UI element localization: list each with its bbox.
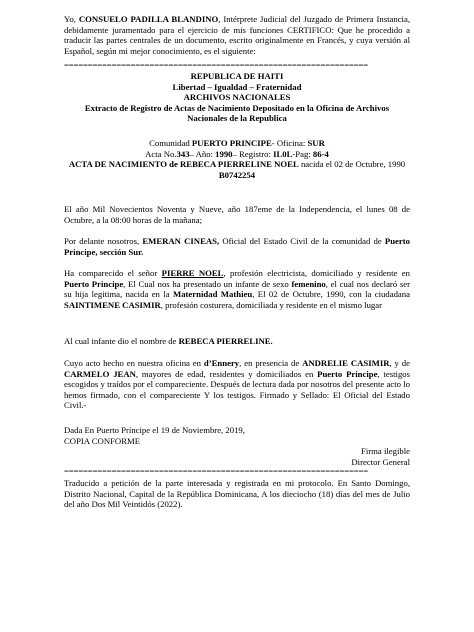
- motto: Libertad – Igualdad – Fraternidad: [172, 81, 302, 92]
- birth-date: nacida el 02 de Octubre, 1990: [298, 159, 406, 170]
- separator-line: ================================================================: [64, 60, 368, 70]
- copy-conforme: COPIA CONFORME: [64, 436, 141, 446]
- child-name: REBECA PIERRELINE.: [178, 336, 273, 346]
- extract-title: Extracto de Registro de Actas de Nacimiento Depositado en la Oficina de Archivos Nacionales de la Republica: [84, 102, 390, 124]
- witness-2: CARMELO JEAN: [64, 368, 136, 379]
- registry: IL0L: [273, 148, 293, 159]
- intro-text-2: , Intérprete Judicial del Juzgado de Primera Instancia, debidamente juramentado para el ejercicio de mis funciones CERTIFICO: Que he procedido a traducir las partes centrales de un documento, escrito originalmente en Francés, y cuya versión al Español, según mi mejor conocimiento, es el siguiente:: [64, 14, 410, 56]
- father-name: PIERRE NOEL: [161, 268, 224, 278]
- closing-statement: Traducido a petición de la parte interesada y registrada en mi protocolo. En Santo Domingo, Distrito Nacional, Capital de la República Dominicana, A los dieciocho (18) días del mes de Julio del año Dos Mil Veintidós (2022).: [64, 478, 410, 510]
- mother-name: SAINTIMENE CASIMIR: [64, 299, 161, 310]
- separator-line-2: ================================================================: [64, 466, 368, 476]
- translator-intro: [64, 14, 410, 56]
- commune: PUERTO PRINCIPE: [191, 138, 272, 148]
- paragraph-3: Ha comparecido el señor PIERRE NOEL, profesión electricista, domiciliado y residente en Puerto Principe, El Cual nos ha presentado un infante de sexo femenino, el cual nos declaró ser su hija legitima, nacida en la Maternidad Mathieu, El 02 de Octubre, 1990, con la ciudadana SAINTIMENE CASIMIR, profesión costurera, domiciliada y residente en el mismo lugar: [64, 268, 411, 310]
- signature-block: [64, 446, 410, 467]
- page-ref: 86-4: [312, 148, 329, 159]
- record-code: B0742254: [218, 169, 256, 180]
- intro-text: Yo,: [64, 14, 79, 24]
- act-number: 343: [176, 148, 190, 159]
- document-header: [64, 71, 410, 124]
- record-info: Comunidad PUERTO PRINCIPE- Oficina: SUR Acta No.343– Año: 1990– Registro: IL0L-Pag: 86-4 ACTA DE NACIMIENTO de REBECA PIERRELINE NOEL nacida el 02 de Octubre, 1990 B0742254: [68, 138, 406, 180]
- paragraph-5: Cuyo acto hecho en nuestra oficina en d’Ennery, en presencia de ANDRELIE CASIMIR, y de CARMELO JEAN, mayores de edad, residentes y domiciliados en Puerto Principe, testigos escogidos y traídos por el compareciente. Después de lectura dada por nosotros del presente acto lo hemos firmado, con el compareciente Y los testigos. Firmado y Sellado: El Oficial del Estado Civil.-: [64, 358, 411, 411]
- sex: femenino: [291, 278, 326, 289]
- officer-name: EMERAN CINEAS,: [142, 236, 220, 246]
- office: SUR: [307, 138, 325, 148]
- signature-title: Director General: [351, 456, 410, 467]
- country-title: REPUBLICA DE HAITI: [190, 71, 284, 81]
- archive-title: ARCHIVOS NACIONALES: [183, 92, 291, 103]
- issue-date: Dada En Puerto Príncipe el 19 de Noviembre, 2019,: [64, 425, 245, 435]
- birthplace: Maternidad Mathieu: [173, 289, 253, 300]
- translator-name: CONSUELO PADILLA BLANDINO: [78, 14, 219, 24]
- paragraph-2: Por delante nosotros, EMERAN CINEAS, Oficial del Estado Civil de la comunidad de Puerto Principe, sección Sur.: [64, 236, 410, 257]
- officer-place: Puerto Principe, sección Sur.: [64, 236, 410, 257]
- birth-act-title: ACTA DE NACIMIENTO de REBECA PIERRELINE NOEL: [68, 159, 299, 170]
- signature-text: Firma ilegible: [361, 446, 410, 456]
- paragraph-4: Al cual infante dio el nombre de REBECA PIERRELINE.: [64, 336, 273, 346]
- witness-1: ANDRELIE CASIMIR: [302, 358, 390, 368]
- act-year: 1990: [215, 148, 233, 159]
- paragraph-1: El año Mil Novecientos Noventa y Nueve, año 187eme de la Independencia, el lunes 08 de Octubre, a la 08:00 horas de la mañana;: [64, 204, 410, 225]
